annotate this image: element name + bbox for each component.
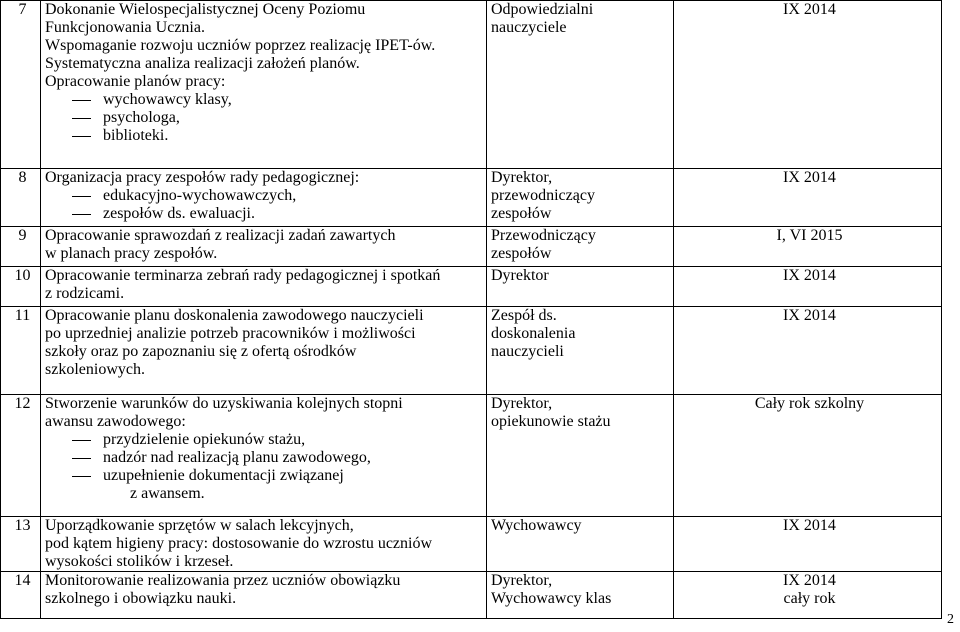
dash-bullet-icon [72,214,91,215]
task-cell [41,517,487,572]
task-cell [41,169,487,227]
deadline-cell [674,572,942,619]
table-row [1,572,942,619]
deadline-text: IX 2014 [783,572,836,589]
task-text: pod kątem higieny pracy: dostosowanie do wzrostu uczniów [45,535,433,552]
responsible-cell [487,169,674,227]
responsible-text: Dyrektor, [491,169,553,186]
task-text: wysokości stolików i krzeseł. [45,553,234,570]
bullet-item [45,187,486,205]
bullet-text: przydzielenie opiekunów stażu, [103,431,306,448]
table-row [1,1,942,169]
task-text: awansu zawodowego: [45,413,186,430]
task-text: Stworzenie warunków do uzyskiwania kolejnych stopni [45,395,403,412]
task-cell [41,267,487,307]
dash-bullet-icon [72,100,91,101]
task-text: Systematyczna analiza realizacji założeń planów. [45,55,360,72]
responsible-text: Zespół ds. [491,307,557,324]
task-cell [41,572,487,619]
responsible-text: Wychowawcy [491,517,582,534]
dash-bullet-icon [72,440,91,441]
row-number: 7 [1,1,41,169]
responsible-cell [487,572,674,619]
responsible-text: zespołów [491,205,552,222]
task-text: szkoły oraz po zapoznaniu się z ofertą ośrodków [45,343,357,360]
dash-bullet-icon [72,196,91,197]
task-cell [41,1,487,169]
responsible-cell [487,307,674,395]
responsible-text: doskonalenia [491,325,576,342]
task-text: szkoleniowych. [45,361,145,378]
deadline-text: IX 2014 [783,1,836,18]
task-text: Opracowanie planów pracy: [45,73,226,90]
deadline-cell [674,395,942,517]
bullet-text: biblioteki. [103,127,169,144]
bullet-text: nadzór nad realizacją planu zawodowego, [103,449,371,466]
row-number: 8 [1,169,41,227]
bullet-text: wychowawcy klasy, [103,91,232,108]
task-cell [41,227,487,267]
dash-bullet-icon [72,458,91,459]
row-number: 13 [1,517,41,572]
bullet-text: zespołów ds. ewaluacji. [103,205,255,222]
responsible-cell [487,1,674,169]
task-text: po uprzedniej analizie potrzeb pracowników i możliwości [45,325,416,342]
deadline-text: IX 2014 [783,307,836,324]
plan-table-body [1,1,942,619]
responsible-text: Dyrektor, [491,395,553,412]
task-text: w planach pracy zespołów. [45,245,218,262]
responsible-text: opiekunowie stażu [491,413,611,430]
task-cell [41,307,487,395]
task-text: Wspomaganie rozwoju uczniów poprzez realizację IPET-ów. [45,37,436,54]
task-text: Uporządkowanie sprzętów w salach lekcyjnych, [45,517,354,534]
deadline-text: IX 2014 [783,267,836,284]
dash-bullet-icon [72,476,91,477]
table-row [1,227,942,267]
responsible-cell [487,267,674,307]
deadline-cell [674,1,942,169]
deadline-text: IX 2014 [783,517,836,534]
bullet-item [45,431,486,449]
task-text: szkolnego i obowiązku nauki. [45,590,237,607]
deadline-cell [674,517,942,572]
deadline-cell [674,227,942,267]
responsible-cell [487,517,674,572]
bullet-item [45,205,486,223]
deadline-text: IX 2014 [783,169,836,186]
responsible-text: nauczycieli [491,343,564,360]
bullet-item [45,127,486,145]
responsible-text: Dyrektor, [491,572,553,589]
task-text: Organizacja pracy zespołów rady pedagogicznej: [45,169,360,186]
row-number: 9 [1,227,41,267]
bullet-text: uzupełnienie dokumentacji związanej [103,467,344,484]
responsible-text: Dyrektor [491,267,549,284]
responsible-cell [487,227,674,267]
bullet-item [45,467,486,485]
responsible-text: Odpowiedzialni [491,1,594,18]
row-number: 10 [1,267,41,307]
task-cell [41,395,487,517]
bullet-text: edukacyjno-wychowawczych, [103,187,297,204]
table-row [1,395,942,517]
bullet-text: psychologa, [103,109,180,126]
deadline-text: I, VI 2015 [776,227,843,244]
row-number: 12 [1,395,41,517]
table-row [1,267,942,307]
task-text: z awansem. [130,485,205,502]
task-text: z rodzicami. [45,285,125,302]
task-text: Dokonanie Wielospecjalistycznej Oceny Poziomu [45,1,366,18]
bullet-item [45,91,486,109]
row-number: 11 [1,307,41,395]
responsible-text: Wychowawcy klas [491,590,612,607]
deadline-cell [674,307,942,395]
responsible-cell [487,395,674,517]
responsible-text: Przewodniczący [491,227,596,244]
bullet-item [45,109,486,127]
dash-bullet-icon [72,136,91,137]
deadline-text: Cały rok szkolny [754,395,865,412]
bullet-item [45,449,486,467]
table-row [1,169,942,227]
page-number: 2 [947,612,954,627]
responsible-text: zespołów [491,245,552,262]
table-row [1,517,942,572]
task-text: Opracowanie planu doskonalenia zawodowego nauczycieli [45,307,424,324]
dash-bullet-icon [72,118,91,119]
deadline-cell [674,169,942,227]
task-text: Funkcjonowania Ucznia. [45,19,205,36]
responsible-text: nauczyciele [491,19,567,36]
task-text: Monitorowanie realizowania przez uczniów obowiązku [45,572,401,589]
task-text: Opracowanie sprawozdań z realizacji zadań zawartych [45,227,396,244]
table-row [1,307,942,395]
deadline-cell [674,267,942,307]
row-number: 14 [1,572,41,619]
responsible-text: przewodniczący [491,187,595,204]
task-text: Opracowanie terminarza zebrań rady pedagogicznej i spotkań [45,267,441,284]
deadline-text: cały rok [783,590,836,607]
